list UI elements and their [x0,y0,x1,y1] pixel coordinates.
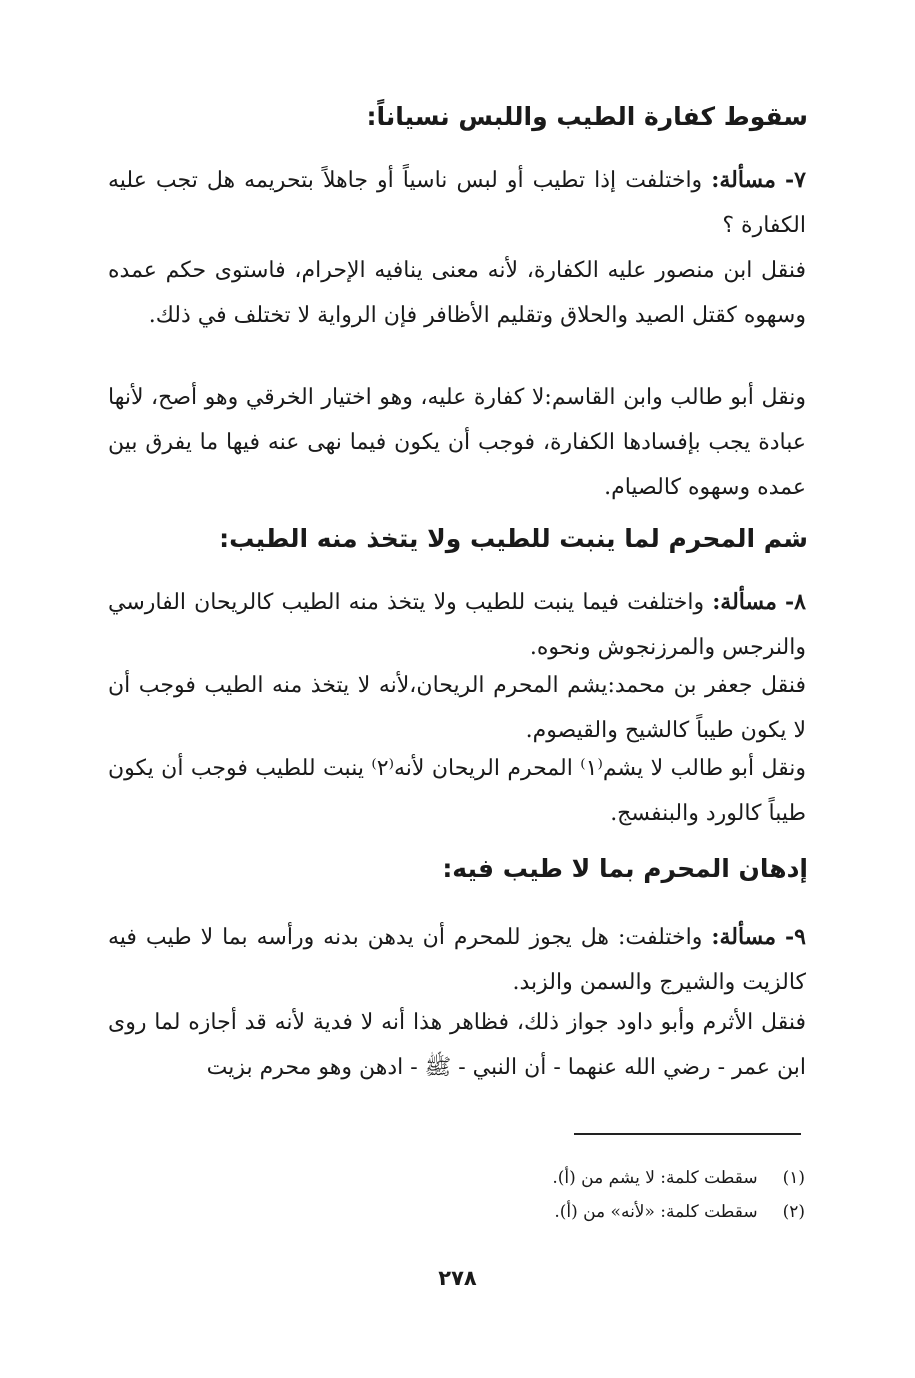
footnote-2 [554,1199,805,1225]
issue-number: ٨- [785,589,806,615]
issue-keyword: مسألة: [711,924,777,950]
section-heading-2: شم المحرم لما ينبت للطيب ولا يتخذ منه الطيب: [219,524,808,553]
issue-number: ٧- [785,167,806,193]
footnote-mark: (١) [782,1168,805,1188]
footnote-text: سقطت كلمة: «لأنه» من (أ). [554,1202,758,1222]
paragraph [108,1000,806,1090]
paragraph [108,663,806,753]
paragraph-text: ونقل أبو طالب لا يشم⁽١⁾ المحرم الريحان لأنه⁽٢⁾ ينبت للطيب فوجب أن يكون طيباً كالورد والبنفسج. [108,756,806,826]
paragraph-text: فنقل جعفر بن محمد:يشم المحرم الريحان،لأنه لا يتخذ منه الطيب فوجب أن لا يكون طيباً كالشيح والقيصوم. [108,673,806,743]
section-heading-3: إدهان المحرم بما لا طيب فيه: [442,854,808,883]
paragraph-text: واختلفت: هل يجوز للمحرم أن يدهن بدنه ورأسه بما لا طيب فيه كالزيت والشيرج والسمن والزبد. [108,925,806,995]
paragraph [108,248,806,338]
footnote-divider [574,1133,801,1135]
paragraph [108,746,806,836]
issue-keyword: مسألة: [712,589,777,615]
paragraph-issue-9 [108,915,806,1005]
issue-keyword: مسألة: [711,167,776,193]
footnote-1 [552,1165,805,1191]
paragraph [108,375,806,510]
paragraph-text: فنقل ابن منصور عليه الكفارة، لأنه معنى ينافيه الإحرام، فاستوى حكم عمده وسهوه كقتل الصيد والحلاق وتقليم الأظافر فإن الرواية لا تختلف في ذلك. [108,258,806,328]
paragraph-text: ونقل أبو طالب وابن القاسم:لا كفارة عليه، وهو اختيار الخرقي وهو أصح، لأنها عبادة يجب بإفسادها الكفارة، فوجب أن يكون فيما نهى عنه فيها ما يفرق بين عمده وسهوه كالصيام. [108,385,806,500]
section-heading-1: سقوط كفارة الطيب واللبس نسياناً: [366,102,808,131]
paragraph-issue-8 [108,580,806,670]
paragraph-issue-7 [108,158,806,248]
footnote-mark: (٢) [782,1202,805,1222]
footnote-text: سقطت كلمة: لا يشم من (أ). [552,1168,758,1188]
issue-number: ٩- [785,924,806,950]
paragraph-text: واختلفت فيما ينبت للطيب ولا يتخذ منه الطيب كالريحان الفارسي والنرجس والمرزنجوش ونحوه. [108,590,806,660]
paragraph-text: واختلفت إذا تطيب أو لبس ناسياً أو جاهلاً بتحريمه هل تجب عليه الكفارة ؟ [108,168,806,238]
paragraph-text: فنقل الأثرم وأبو داود جواز ذلك، فظاهر هذا أنه لا فدية لأنه قد أجازه لما روى ابن عمر - رضي الله عنهما - أن النبي - ﷺ - ادهن وهو محرم بزيت [108,1010,806,1080]
page-number: ٢٧٨ [438,1266,477,1290]
